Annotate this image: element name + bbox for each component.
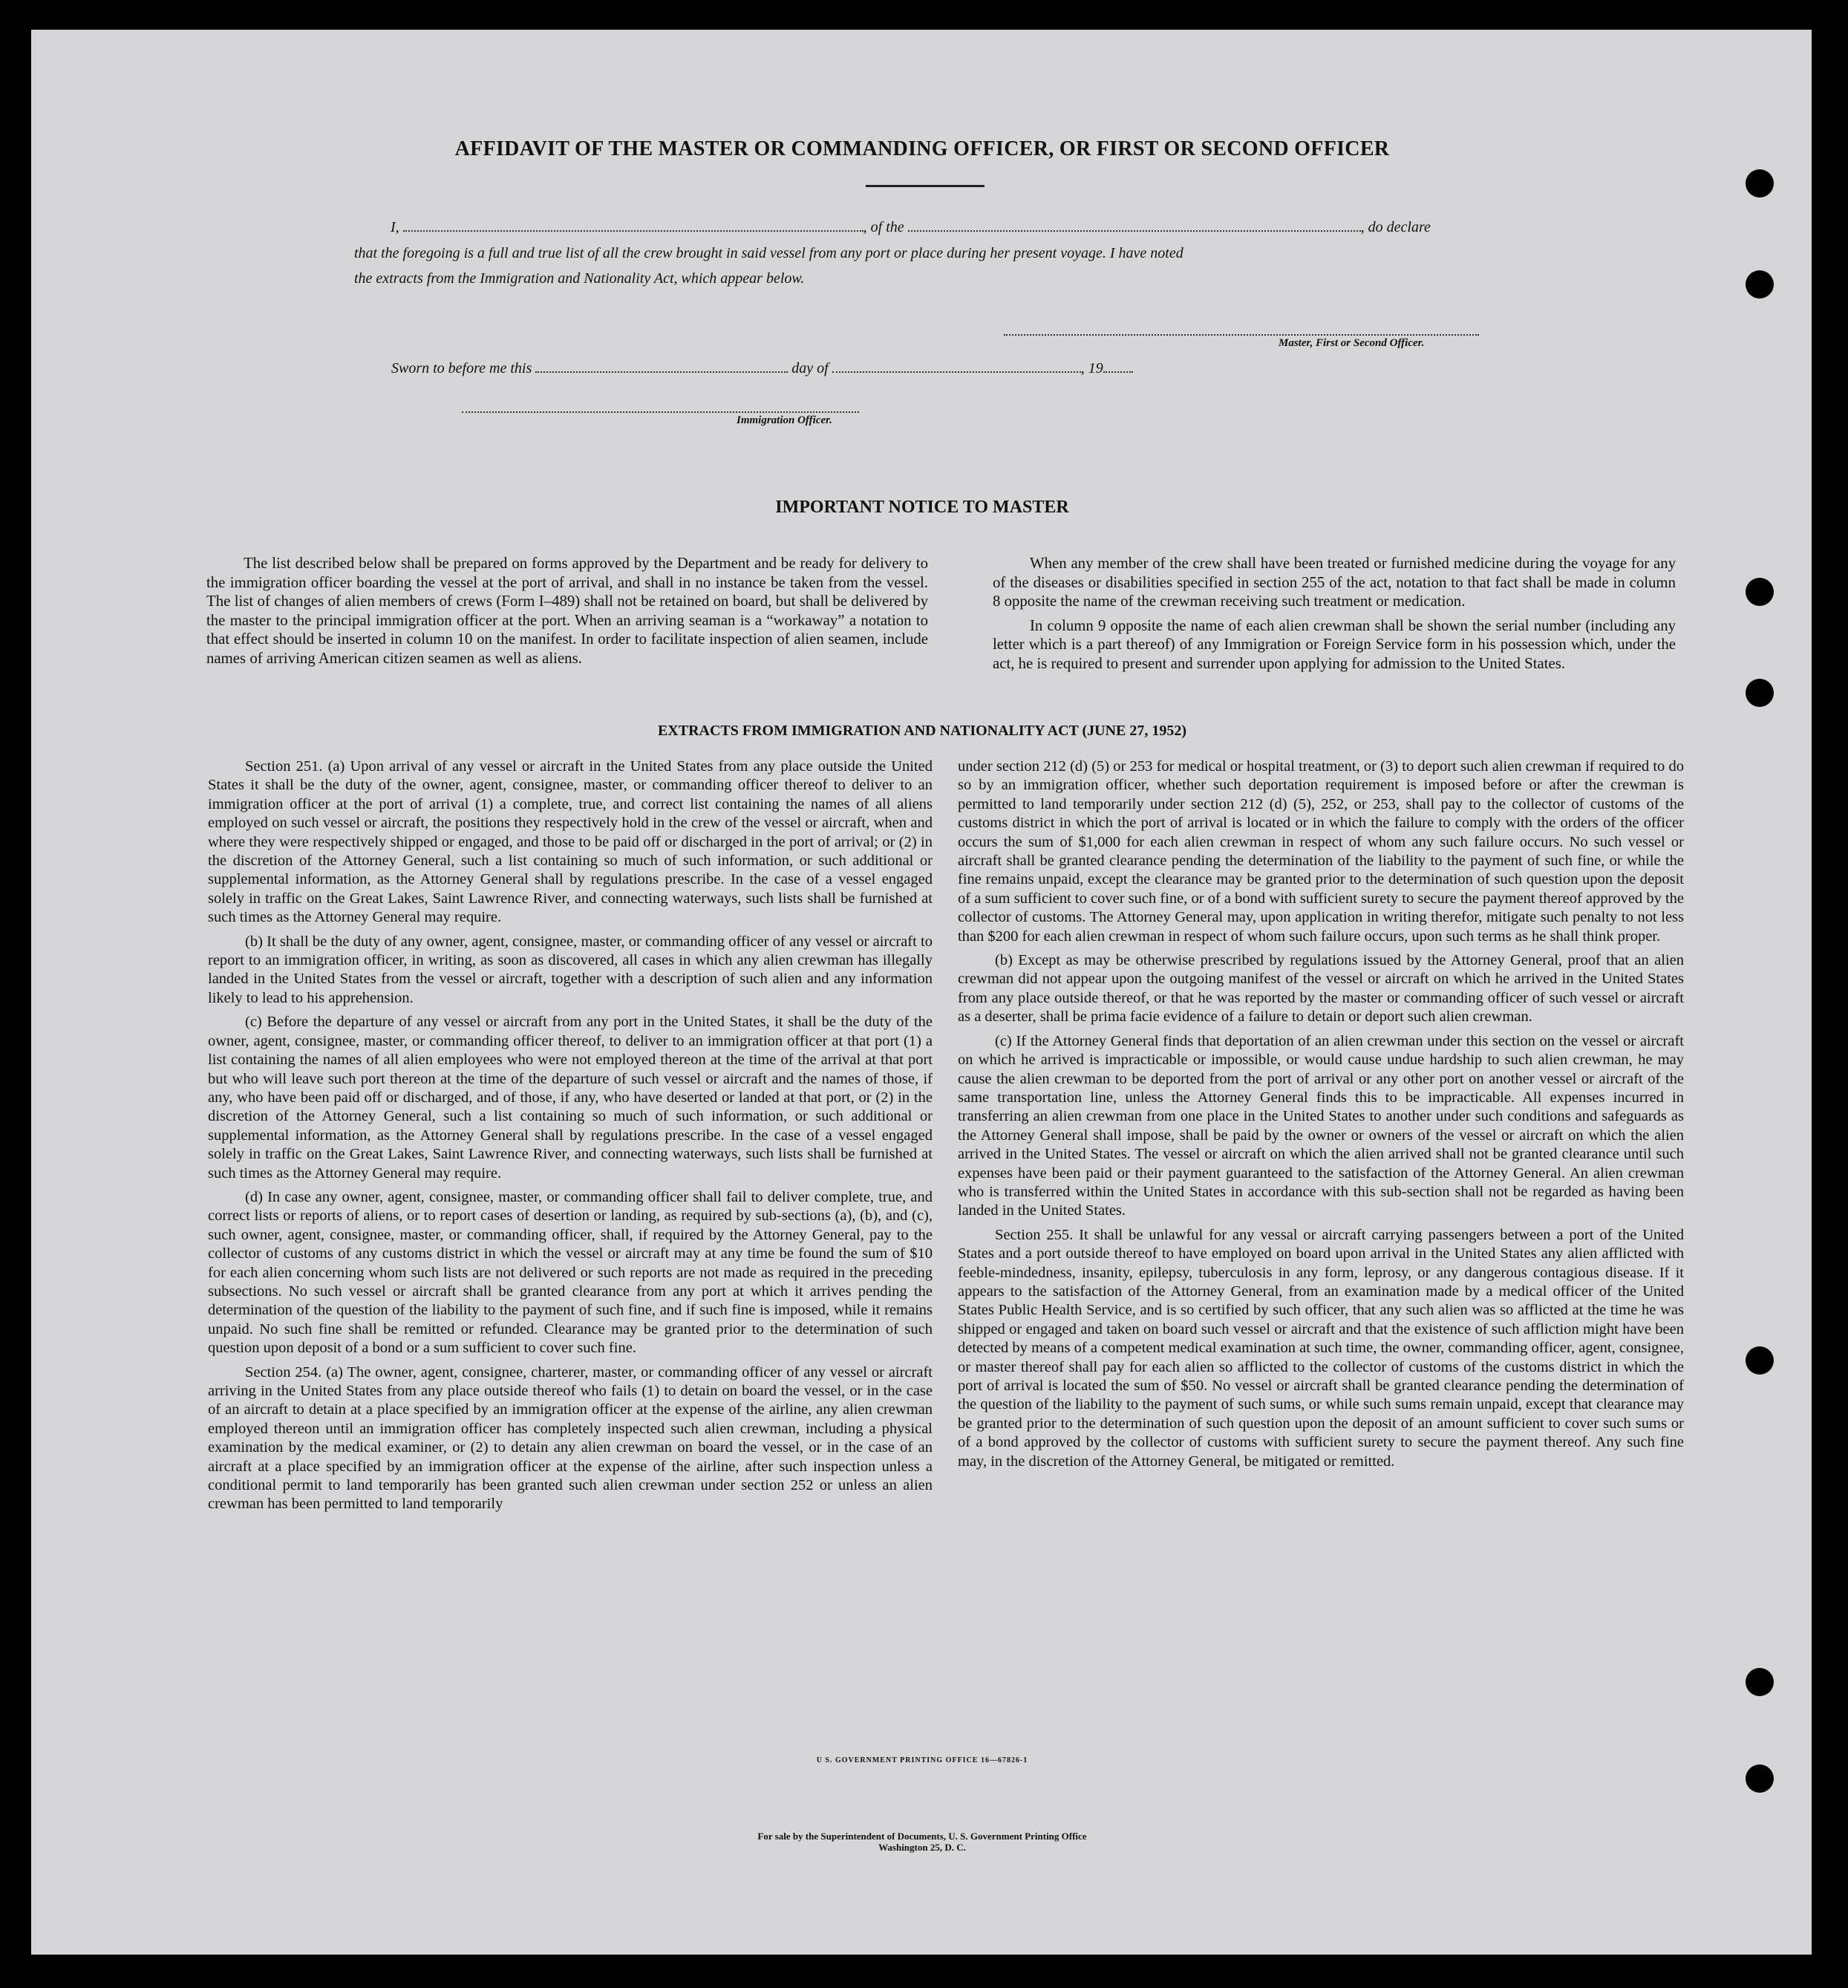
extracts-title: EXTRACTS FROM IMMIGRATION AND NATIONALITY ACT (JUNE 27, 1952) [657,723,1187,739]
notice-title: IMPORTANT NOTICE TO MASTER [775,498,1069,517]
section-paragraph: Section 251. (a) Upon arrival of any vessel or aircraft in the United States from any place outside the United States it shall be the duty of the owner, agent, consignee, master, or commanding officer thereof to deliver to an immigration officer at the port of arrival (1) a complete, true, and correct list containing the names of all aliens employed on such vessel or aircraft, the positions they respectively hold in the crew of the vessel or aircraft, when and where they were respectively shipped or engaged, and those to be paid off or discharged in the port of arrival; or (2) in the discretion of the Attorney General, such a list containing so much of such information, or such additional or supplemental information, as the Attorney General shall by regulations prescribe. In the case of a vessel engaged solely in traffic on the Great Lakes, Saint Lawrence River, and connecting waterways, such lists shall be furnished at such times as the Attorney General may require. [208,758,933,926]
declaration-line-2: that the foregoing is a full and true list of all the crew brought in said vessel from any port or place during her present voyage. I have noted [354,245,1183,261]
declaration-line-1: I, , of the , do declare [391,219,1431,235]
master-signature-label: Master, First or Second Officer. [1279,337,1425,349]
section-paragraph: (b) It shall be the duty of any owner, agent, consignee, master, or commanding officer of any vessel or aircraft to report to an immigration officer, in writing, as soon as discovered, all cases in which any alien crewman has illegally landed in the United States from the vessel or aircraft, together with a description of such alien and any information likely to lead to his apprehension. [208,933,933,1006]
extracts-right-column [958,757,1684,1476]
immigration-officer-label: Immigration Officer. [737,414,832,426]
section-paragraph: (b) Except as may be otherwise prescribed by regulations issued by the Attorney General, proof that an alien crewman did not appear upon the outgoing manifest of the vessel or aircraft on which he arrived in the United States from any place outside thereof, or that he was reported by the master or commanding officer of such vessel or aircraft as a deserter, shall be prima facie evidence of a failure to detain or deport such alien crewman. [958,952,1684,1026]
binder-hole [1746,1764,1774,1793]
sworn-day-field[interactable] [535,371,788,373]
sale-notice: For sale by the Superintendent of Documents, U. S. Government Printing Office Washington 25, D. C. [757,1831,1087,1853]
binder-hole [1746,1668,1774,1696]
declaration-line-3: the extracts from the Immigration and Nationality Act, which appear below. [354,270,805,287]
notice-paragraph: When any member of the crew shall have been treated or furnished medicine during the voyage for any of the diseases or disabilities specified in section 255 of the act, notation to that fact shall be made in column 8 opposite the name of the crewman receiving such treatment or medication. [993,555,1676,610]
binder-hole [1746,578,1774,606]
declarant-name-field[interactable] [403,229,863,232]
extracts-left-column [208,757,933,1519]
sworn-line: Sworn to before me this day of , 19 [391,360,1282,377]
binder-hole [1746,679,1774,707]
section-paragraph: (c) Before the departure of any vessel or aircraft from any port in the United States, it shall be the duty of the owner, agent, consignee, master, or commanding officer thereof, to deliver to an immigration officer at that port (1) a list containing the names of all alien employees who were not employed thereon at the time of the arrival at that port but who will leave such port thereon at the time of the departure of such vessel or aircraft and the names of those, if any, who have been paid off or discharged, and of those, if any, who have deserted or landed at that port, or (2) in the discretion of the Attorney General, such a list containing so much of such information, or such additional or supplemental information, as the Attorney General shall by regulations prescribe. In the case of a vessel engaged solely in traffic on the Great Lakes, Saint Lawrence River, and connecting waterways, such lists shall be furnished at such times as the Attorney General may require. [208,1014,933,1182]
sworn-month-field[interactable] [832,371,1081,373]
title-rule [866,185,985,187]
binder-hole [1746,1346,1774,1375]
notice-left-column [206,554,928,674]
section-paragraph: Section 255. It shall be unlawful for any vessal or aircraft carrying passengers between a port of the United States and a port outside thereof to have employed on board upon arrival in the United States any alien afflicted with feeble-mindedness, insanity, epilepsy, tuberculosis in any form, leprosy, or any dangerous contagious disease. If it appears to the satisfaction of the Attorney General, from an examination made by a medical officer of the United States Public Health Service, and is so certified by such officer, that any such alien was so afflicted at the time he was shipped or engaged and taken on board such vessel or aircraft and that the existence of such affliction might have been detected by means of a competent medical examination at such time, the owner, commanding officer, agent, consignee, or master thereof shall pay for each alien so afflicted to the collector of customs of the customs district in which the port of arrival is located the sum of $50. No vessel or aircraft shall be granted clearance pending the determination of the question of the liability to the payment of such sums, or while such sums remain unpaid, except that clearance may be granted prior to the determination of such question upon the deposit of an amount sufficient to cover such sums or of a bond approved by the collector of customs with sufficient surety to secure the payment thereof. Any such fine may, in the discretion of the Attorney General, be mitigated or remitted. [958,1226,1684,1470]
sworn-year-field[interactable] [1103,371,1133,373]
section-paragraph: (d) In case any owner, agent, consignee, master, or commanding officer shall fail to deliver complete, true, and correct lists or reports of aliens, or to report cases of desertion or landing, as required by sub-sections (a), (b), and (c), such owner, agent, consignee, master, or commanding officer, shall, if required by the Attorney General, pay to the collector of customs of any customs district in which the vessel or aircraft may at any time be found the sum of $10 for each alien concerning whom such lists are not delivered or such reports are not made as required in the preceding subsections. No such vessel or aircraft shall be granted clearance from any port at which it arrives pending the determination of the question of the liability to the payment of such fine, and if such fine is imposed, while it remains unpaid. No such fine shall be remitted or refunded. Clearance may be granted prior to the determination of such question upon deposit of a bond or a sum sufficient to cover such fine. [208,1188,933,1357]
form-page [31,30,1812,1955]
section-paragraph: under section 212 (d) (5) or 253 for medical or hospital treatment, or (3) to deport such alien crewman if required to do so by an immigration officer, whether such deportation requirement is imposed before or after the crewman is permitted to land temporarily under section 212 (d) (5), 252, or 253, shall pay to the collector of customs of the customs district in which the port of arrival is located or in which the failure to comply with the orders of the officer occurs the sum of $1,000 for each alien crewman in respect of whom any such failure occurs. No such vessel or aircraft shall be granted clearance pending the determination of the liability to the payment of such fine, or while the fine remains unpaid, except the clearance may be granted prior to the determination of such question upon the deposit of a sum sufficient to cover such fine, or of a bond with sufficient surety to secure the payment thereof approved by the collector of customs. The Attorney General may, upon application in writing therefor, mitigate such penalty to not less than $200 for each alien crewman in respect of whom such failure occurs, upon such terms as he shall think proper. [958,758,1684,945]
section-paragraph: (c) If the Attorney General finds that deportation of an alien crewman under this section on the vessel or aircraft on which he arrived is impracticable or impossible, or would cause undue hardship to such alien crewman, he may cause the alien crewman to be deported from the port of arrival or any other port on another vessel or aircraft of the same transportation line, unless the Attorney General finds this to be impracticable. All expenses incurred in transferring an alien crewman from one place in the United States to another under such conditions and safeguards as the Attorney General shall impose, shall be paid by the owner or owners of the vessel or aircraft on which the alien arrived in the United States. The vessel or aircraft on which the alien arrived shall not be granted clearance until such expenses have been paid or their payment guaranteed to the satisfaction of the Attorney General. An alien crewman who is transferred within the United States in accordance with this sub-section shall not be regarded as having been landed in the United States. [958,1032,1684,1219]
notice-paragraph: In column 9 opposite the name of each alien crewman shall be shown the serial number (including any letter which is a part thereof) of any Immigration or Foreign Service form in his possession which, under the act, he is required to present and surrender upon applying for admission to the United States. [993,616,1676,672]
master-signature-line[interactable] [1004,334,1479,336]
gpo-imprint: U S. GOVERNMENT PRINTING OFFICE 16—67826-1 [816,1756,1028,1764]
affidavit-title: AFFIDAVIT OF THE MASTER OR COMMANDING OFFICER, OR FIRST OR SECOND OFFICER [454,137,1390,160]
binder-hole [1746,169,1774,198]
binder-hole [1746,270,1774,299]
section-paragraph: Section 254. (a) The owner, agent, consignee, charterer, master, or commanding officer of any vessel or aircraft arriving in the United States from any place outside thereof who fails (1) to detain on board the vessel, or in the case of an aircraft to detain at a place specified by an immigration officer at the expense of the airline, any alien crewman employed thereon until an immigration officer has completely inspected such alien crewman, including a physical examination by the medical examiner, or (2) to detain any alien crewman on board the vessel, or in the case of an aircraft at a place specified by an immigration officer at the expense of the airline, after such inspection unless a conditional permit to land temporarily has been granted such alien crewman under section 252 or unless an alien crewman has been permitted to land temporarily [208,1363,933,1513]
vessel-name-field[interactable] [908,229,1361,232]
notice-paragraph: The list described below shall be prepared on forms approved by the Department and be ready for delivery to the immigration officer boarding the vessel at the port of arrival, and shall in no instance be taken from the vessel. The list of changes of alien members of crews (Form I–489) shall not be retained on board, but shall be delivered by the master to the principal immigration officer at the port. When an arriving seaman is a “workaway” a notation to that effect should be inserted in column 10 on the manifest. In order to facilitate inspection of alien seamen, include names of arriving American citizen seamen as well as aliens. [206,555,928,667]
notice-right-column [993,554,1676,679]
immigration-officer-signature-line[interactable] [462,411,859,413]
